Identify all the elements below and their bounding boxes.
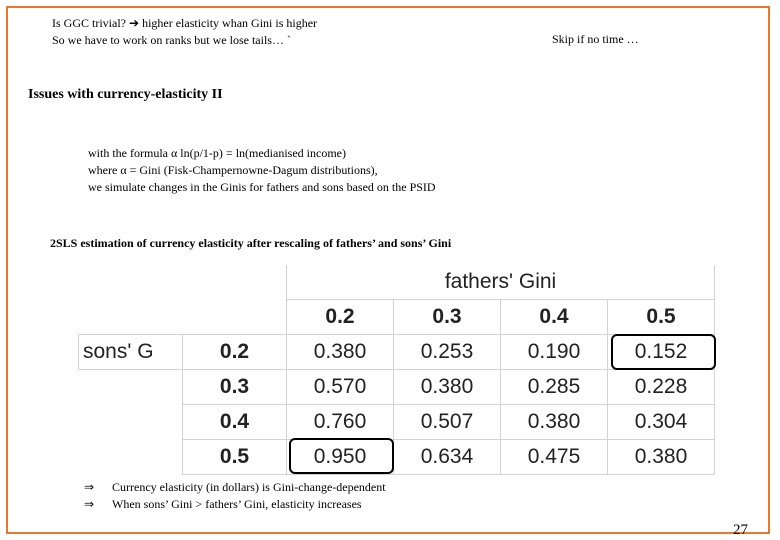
highlight-box-top-right [611, 334, 716, 370]
col-header: 0.5 [608, 300, 715, 335]
row-header: 0.3 [183, 370, 287, 405]
table-row [79, 370, 715, 405]
bullet-text: When sons’ Gini > fathers’ Gini, elasticity increases [112, 497, 362, 511]
slide-title: Issues with currency-elasticity II [28, 87, 223, 102]
implies-arrow-icon: ⇒ [84, 480, 95, 494]
table-cell: 0.475 [501, 440, 608, 475]
list-item [84, 479, 386, 496]
table-cell: 0.228 [608, 370, 715, 405]
table-cell: 0.634 [394, 440, 501, 475]
table-corner [183, 300, 287, 335]
formula-line: where α = Gini (Fisk-Champernowne-Dagum distributions), [88, 163, 378, 177]
table-cell: 0.760 [287, 405, 394, 440]
table-cell: 0.190 [501, 335, 608, 370]
row-group-blank [79, 405, 183, 440]
header-notes [52, 15, 317, 49]
table-cell: 0.380 [501, 405, 608, 440]
row-header: 0.4 [183, 405, 287, 440]
list-item [84, 496, 386, 513]
header-line-1 [52, 15, 317, 32]
col-header: 0.4 [501, 300, 608, 335]
col-group-label: fathers' Gini [287, 265, 715, 300]
formula-line: with the formula α ln(p/1-p) = ln(medianised income) [88, 146, 346, 160]
table-cell: 0.507 [394, 405, 501, 440]
implies-arrow-icon: ⇒ [84, 497, 95, 511]
table-cell: 0.380 [287, 335, 394, 370]
table-cell: 0.380 [394, 370, 501, 405]
header-line-2: So we have to work on ranks but we lose tails… ` [52, 33, 291, 47]
row-group-blank [79, 440, 183, 475]
header-answer: higher elasticity whan Gini is higher [142, 16, 318, 30]
row-group-blank [79, 370, 183, 405]
table-row [79, 405, 715, 440]
table-corner [79, 300, 183, 335]
table-corner [79, 265, 183, 300]
conclusion-bullets [84, 479, 386, 513]
skip-note: Skip if no time … [552, 32, 639, 46]
table-cell: 0.285 [501, 370, 608, 405]
table-title: 2SLS estimation of currency elasticity after rescaling of fathers’ and sons’ Gini [50, 236, 452, 250]
highlight-box-bottom-left [289, 438, 394, 474]
row-group-label: sons' G [79, 335, 183, 370]
page-number: 27 [733, 522, 748, 538]
table-cell: 0.570 [287, 370, 394, 405]
table-row [79, 440, 715, 475]
table-cell: 0.304 [608, 405, 715, 440]
table-cell: 0.380 [608, 440, 715, 475]
row-header: 0.5 [183, 440, 287, 475]
table-cell: 0.152 [608, 335, 715, 370]
formula-line: we simulate changes in the Ginis for fathers and sons based on the PSID [88, 180, 436, 194]
right-arrow-icon: ➔ [129, 16, 140, 30]
row-header: 0.2 [183, 335, 287, 370]
formula-block [88, 145, 436, 196]
table-cell: 0.950 [287, 440, 394, 475]
header-question: Is GGC trivial? [52, 16, 126, 30]
bullet-text: Currency elasticity (in dollars) is Gini-change-dependent [112, 480, 386, 494]
table-corner [183, 265, 287, 300]
col-header: 0.2 [287, 300, 394, 335]
table-cell: 0.253 [394, 335, 501, 370]
col-header: 0.3 [394, 300, 501, 335]
